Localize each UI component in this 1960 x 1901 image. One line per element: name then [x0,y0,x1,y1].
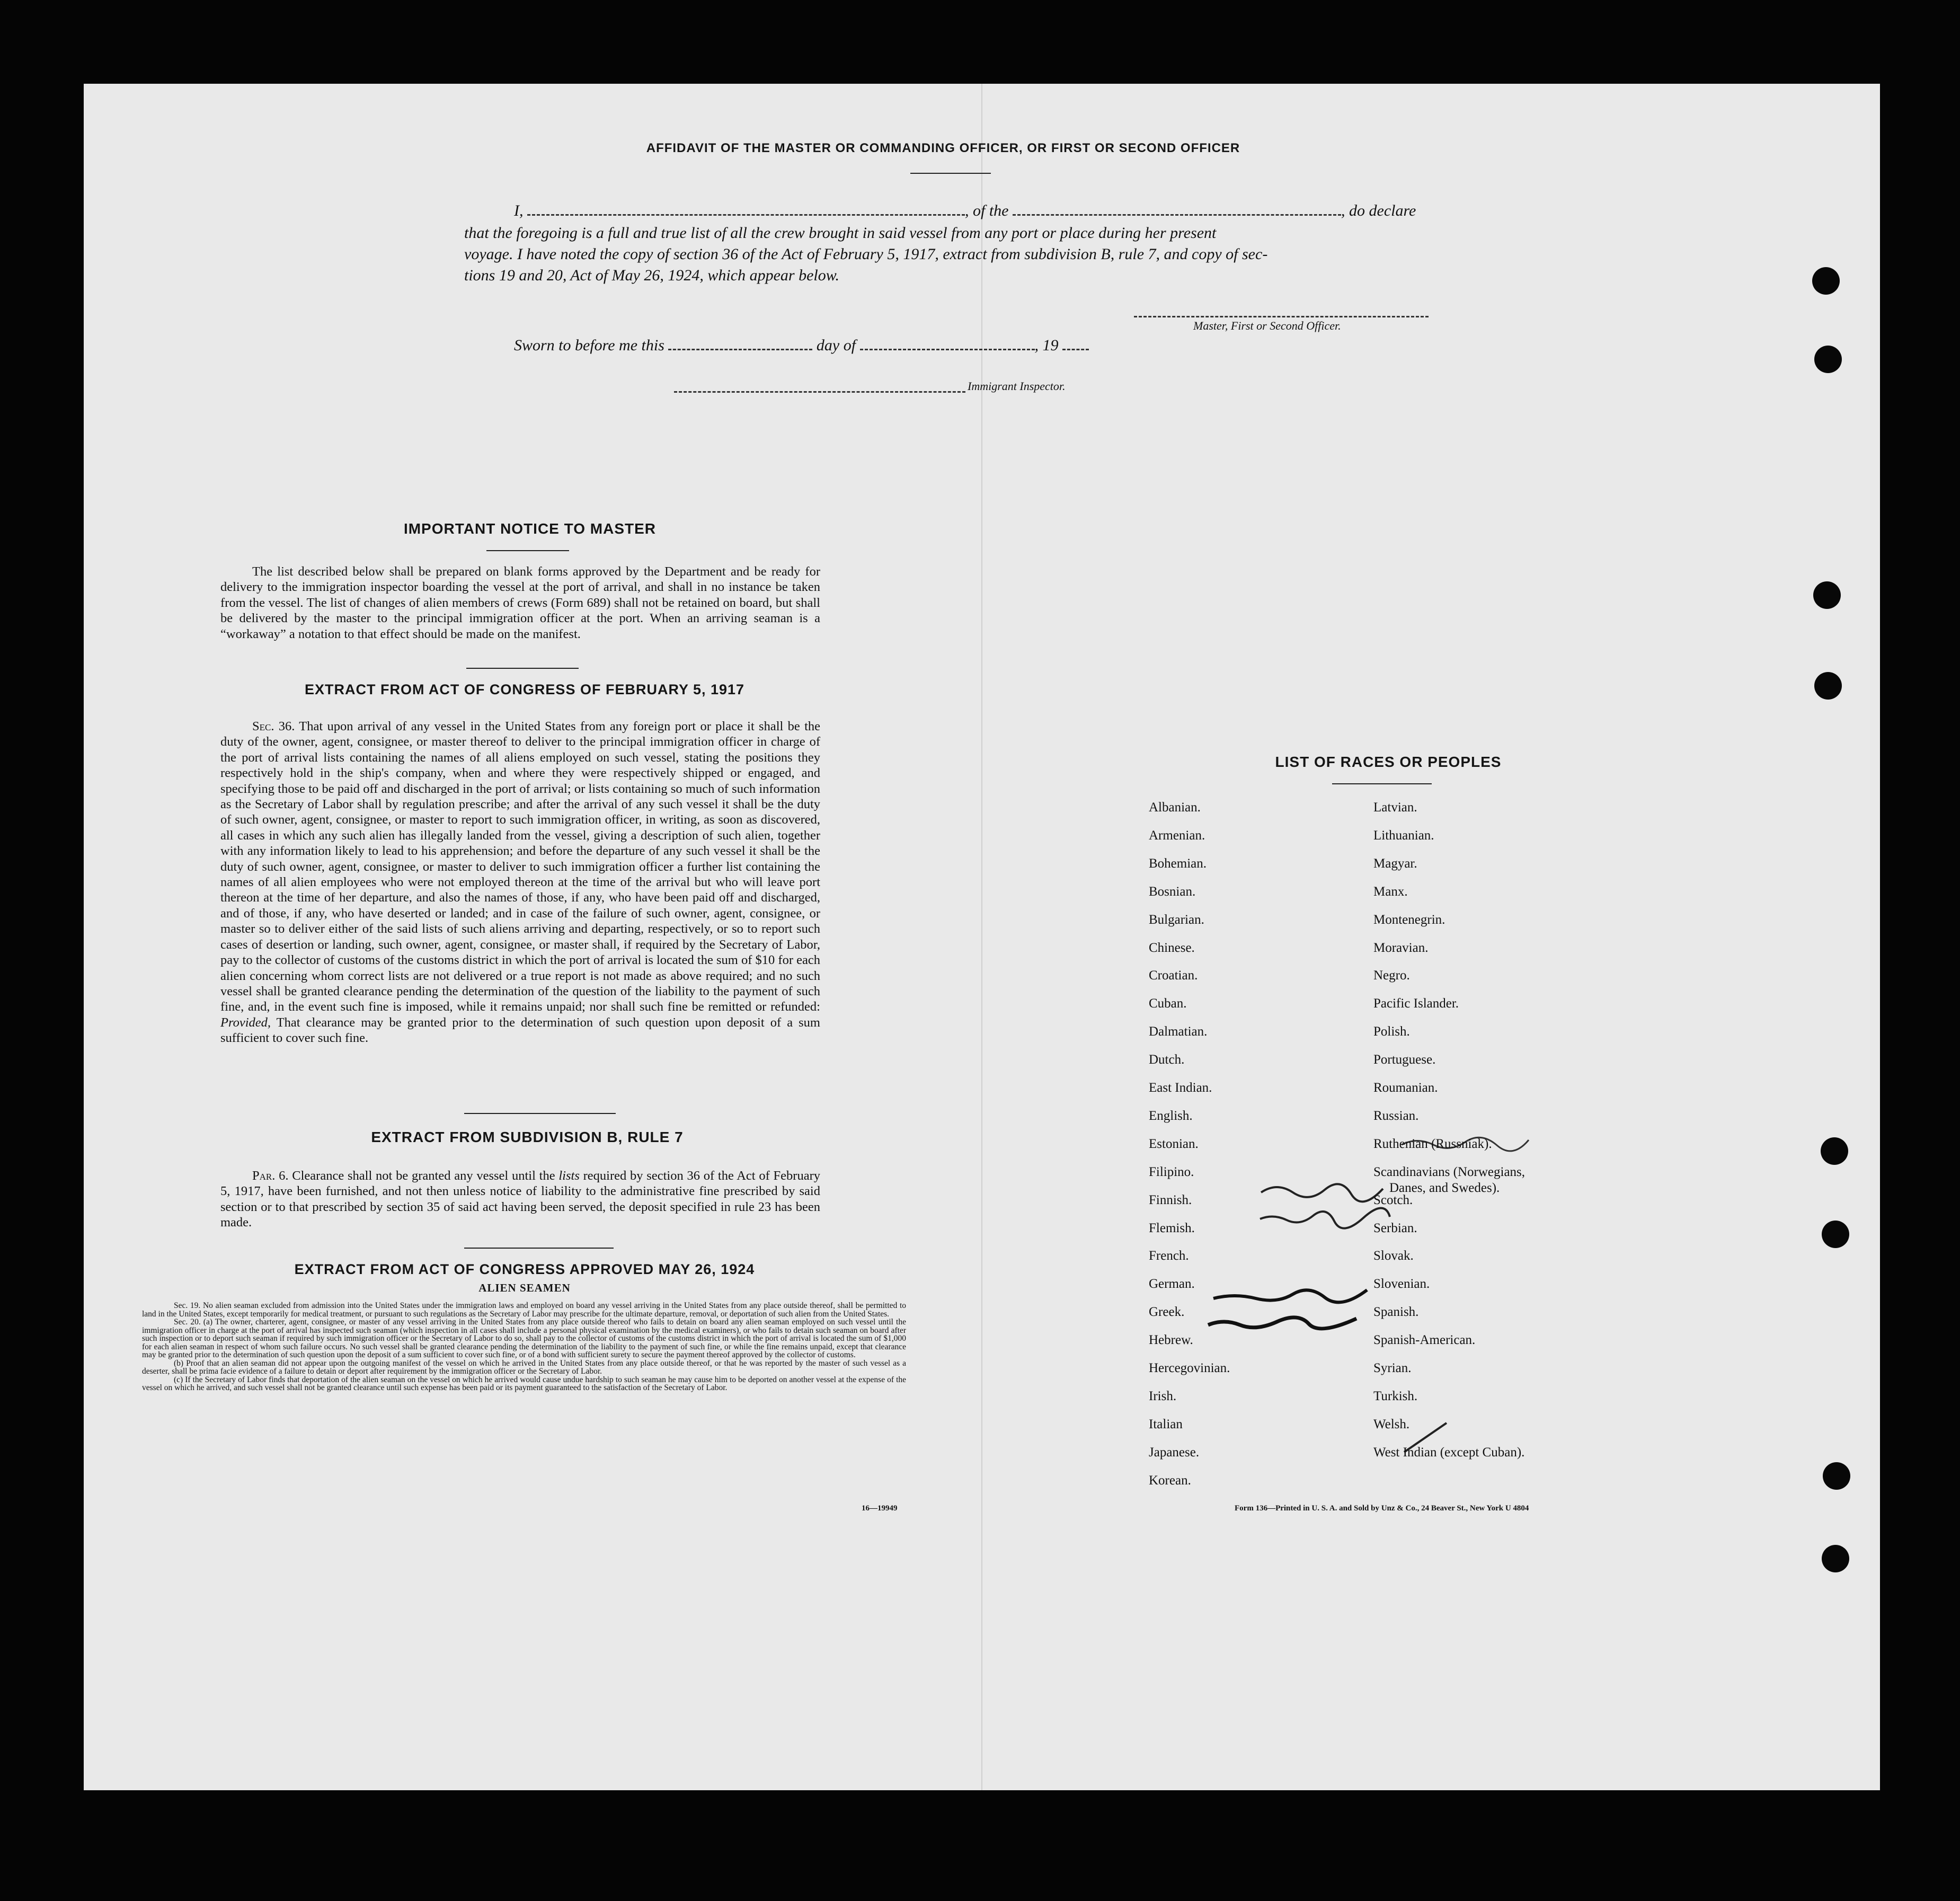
race-item: Danes, and Swedes). [1389,1181,1500,1195]
race-item: Latvian. [1373,800,1417,815]
sworn-day-blank[interactable] [668,337,812,350]
race-item: Chinese. [1149,941,1195,955]
race-item: Ruthenian (Russniak). [1373,1137,1492,1151]
race-item: Italian [1149,1417,1183,1431]
race-item: Magyar. [1373,856,1417,871]
punch-hole [1812,267,1840,295]
race-item: Croatian. [1149,968,1198,983]
affidavit-line-3: voyage. I have noted the copy of section 36 of the Act of February 5, 1917, extract from subdivision B, rule 7, and copy of sec- [464,245,1268,263]
act-1924-sec20b: (b) Proof that an alien seaman did not appear upon the outgoing manifest of the vessel on which he arrived in the United States from any place outside thereof, or that he was reported by the master of such vessel as a deserter, shall be prima facie evidence of a failure to detain or deport after requirement by the immigration officer or the Secretary of Labor. [142,1358,906,1376]
notice-body: The list described below shall be prepared on blank forms approved by the Department and be ready for delivery to the immigration inspector boarding the vessel at the port of arrival, and shall in no instance be taken from the vessel. The list of changes of alien members of crews (Form 689) shall not be retained on board, but shall be delivered by the master to the principal immigration officer at the port. When an arriving seaman is a “workaway” a notation to that effect should be made on the manifest. [220,564,820,641]
inspector-signature-blank[interactable] [674,379,965,393]
act-1917-text: That upon arrival of any vessel in the United States from any foreign port or place it shall be the duty of the owner, agent, consignee, or master thereof to deliver to the principal immigration officer in charge of the port of arrival lists containing the names of all aliens employed on such vessel, stating the positions they respectively hold in the ship's company, when and where they were respectively shipped or engaged, and specifying those to be paid off and discharged in the port of arrival; or lists containing so much of such information as the Secretary of Labor shall by regulation prescribe; and after the arrival of any such vessel it shall be the duty of such owner, agent, consignee, or master to report to such immigration officer, in writing, as soon as discovered, all cases in which any such alien has illegally landed from the vessel, giving a description of such alien, together with any information likely to lead to his apprehension; and before the departure of any such vessel it shall be the duty of such owner, agent, consignee, or master to deliver to such immigration officer a further list containing the names of all alien employees who were not employed thereon at the time of the arrival but who will leave port thereon at the time of her departure, and also the names of those, if any, who have been paid off and discharged, and of those, if any, who have deserted or landed; and in case of the failure of such owner, agent, consignee, or master so to deliver either of the said lists of such aliens arriving and departing, respectively, or so to report such cases of desertion or landing, such owner, agent, consignee, or master shall, if required by the Secretary of Labor, pay to the collector of customs of the customs district in which the port of arrival is located the sum of $10 for each alien concerning whom correct lists are not delivered or a true report is not made as above required; and no such vessel shall be granted clearance pending the determination of the question of the liability to the payment of such fine, and, in the event such fine is imposed, while it remains unpaid; nor shall such fine be remitted or refunded: [220,719,820,1014]
act-1924-subtitle: ALIEN SEAMEN [478,1281,571,1294]
race-item: Slovenian. [1373,1277,1430,1291]
rule7-lists-word: lists [558,1169,580,1183]
race-item: Greek. [1149,1305,1185,1319]
sworn-month-blank[interactable] [860,337,1035,350]
race-item: Bosnian. [1149,885,1196,899]
separator-rule [464,1248,614,1249]
master-label: Master, First or Second Officer. [1193,319,1341,332]
rule7-title: EXTRACT FROM SUBDIVISION B, RULE 7 [371,1129,684,1145]
act-1924-sec19: Sec. 19. No alien seaman excluded from admission into the United States under the immigration laws and employed on board any vessel arriving in the United States from any place outside thereof, shall be permitted to land in the United States, except temporarily for medical treatment, or pursuant to such regulations as the Secretary of Labor may prescribe for the ultimate departure, removal, or deportation of such alien from the United States. [142,1301,906,1319]
name-blank[interactable] [527,202,965,216]
punch-hole [1814,346,1842,373]
affidavit-line-4: tions 19 and 20, Act of May 26, 1924, which appear below. [464,267,840,284]
declare-i: I, [514,202,524,219]
race-item: Turkish. [1373,1389,1418,1403]
race-item: Albanian. [1149,800,1201,815]
inspector-label: Immigrant Inspector. [968,379,1066,393]
race-item: Dutch. [1149,1053,1185,1067]
race-item: French. [1149,1249,1189,1263]
race-item: Cuban. [1149,996,1187,1011]
act-1924-title: EXTRACT FROM ACT OF CONGRESS APPROVED MAY 26, 1924 [294,1261,755,1277]
act-1924-body [142,1302,906,1392]
sworn-line [514,335,1089,356]
separator-rule [464,1113,616,1114]
race-item: Moravian. [1373,941,1429,955]
race-item: Lithuanian. [1373,828,1434,843]
race-item: Hercegovinian. [1149,1361,1230,1375]
act-1917-body [220,719,820,1046]
handwritten-scribble [1203,1283,1383,1341]
race-item: Syrian. [1373,1361,1412,1375]
races-title-rule [1332,783,1432,784]
act-1924-sec20a: Sec. 20. (a) The owner, charterer, agent, consignee, or master of any vessel arriving in the United States from any place outside thereof who fails to detain on board any alien seaman employed on such vessel until the immigration officer in charge at the port of arrival has inspected such seaman (which inspection in all cases shall include a personal physical examination by the medical examiners), or who fails to detain such seaman on board after such inspection or to deport such seaman if required by such immigration officer or the Secretary of Labor to do so, shall pay to the collector of customs of the customs district in which the port of arrival is located the sum of $1,000 for each alien seaman in respect of whom such failure occurs. No such vessel shall be granted clearance pending the determination of the liability to the payment of such fine, or while the fine remains unpaid, except that clearance may be granted prior to the determination of such question upon the deposit of a sum sufficient to cover such fine, or of a bond with sufficient surety to secure the payment thereof approved by the collector of customs. [142,1318,906,1359]
rule7-text-a: Clearance shall not be granted any vessel until the [292,1169,555,1183]
race-item: Armenian. [1149,828,1205,843]
race-item: Bohemian. [1149,856,1207,871]
race-item: German. [1149,1277,1195,1291]
rule7-text-b: required by section 36 of the Act of February 5, 1917, have been furnished, and not then unless notice of liability to the administrative fine prescribed by said section or to that prescribed by section 35 of said act having been served, the deposit specified in rule 23 has been made. [220,1169,820,1230]
race-item: Montenegrin. [1373,913,1445,927]
race-item: Welsh. [1373,1417,1410,1431]
act-1924-sec20c: (c) If the Secretary of Labor finds that deportation of the alien seaman on the vessel on which he arrived would cause undue hardship to such seaman he may cause him to be deported on another vessel at the expense of the vessel on which he arrived, and such vessel shall not be granted clearance until such expense has been paid or its payment guaranteed to the satisfaction of the Secretary of Labor. [142,1375,906,1392]
race-item: Slovak. [1373,1249,1414,1263]
race-item: Finnish. [1149,1193,1192,1207]
race-item: Scotch. [1373,1193,1413,1207]
affidavit-declare-line [514,200,1416,222]
race-item: Hebrew. [1149,1333,1193,1347]
race-item: Filipino. [1149,1165,1194,1179]
race-item: Dalmatian. [1149,1024,1208,1039]
separator-rule [466,668,579,669]
rule7-body [220,1168,820,1231]
race-item: Serbian. [1373,1221,1417,1235]
race-item: Flemish. [1149,1221,1195,1235]
race-item: Japanese. [1149,1445,1200,1460]
affidavit-title-rule [910,173,991,174]
sworn-day-of: day of [816,337,856,354]
races-title: LIST OF RACES OR PEOPLES [1275,754,1502,770]
race-item: Pacific Islander. [1373,996,1459,1011]
declare-of-the: , of the [965,202,1009,219]
race-item: West Indian (except Cuban). [1373,1445,1525,1460]
race-item: Scandinavians (Norwegians, [1373,1165,1526,1179]
notice-title-rule [486,550,569,551]
race-item: Portuguese. [1373,1053,1436,1067]
race-item: Negro. [1373,968,1410,983]
act-1917-title: EXTRACT FROM ACT OF CONGRESS OF FEBRUARY 5, 1917 [304,682,745,697]
rule7-par-label: Par. 6. [252,1169,289,1183]
race-item: Manx. [1373,885,1408,899]
race-item: Roumanian. [1373,1081,1438,1095]
punch-hole [1821,1137,1848,1165]
race-item: Russian. [1373,1109,1419,1123]
act-1917-text-end: That clearance may be granted prior to the determination of such question upon deposit of a sum sufficient to cover such fine. [220,1015,820,1046]
vessel-blank[interactable] [1013,202,1341,216]
sworn-year: , 19 [1034,337,1059,354]
race-item: Spanish-American. [1373,1333,1476,1347]
master-signature-blank[interactable] [1134,304,1429,317]
punch-hole [1813,581,1841,609]
race-item: Estonian. [1149,1137,1199,1151]
race-item: Bulgarian. [1149,913,1204,927]
act-1917-provided: Provided, [220,1015,271,1030]
notice-title: IMPORTANT NOTICE TO MASTER [403,520,657,537]
affidavit-title: AFFIDAVIT OF THE MASTER OR COMMANDING OFFICER, OR FIRST OR SECOND OFFICER [646,141,1240,155]
race-item: English. [1149,1109,1193,1123]
race-item: Irish. [1149,1389,1177,1403]
race-item: Polish. [1373,1024,1410,1039]
race-item: Spanish. [1373,1305,1419,1319]
punch-hole [1814,672,1842,700]
race-item: East Indian. [1149,1081,1212,1095]
race-item: Korean. [1149,1473,1191,1488]
punch-hole [1822,1545,1849,1572]
act-1917-sec-label: Sec. 36. [252,719,295,733]
sworn-year-blank[interactable] [1062,337,1089,350]
punch-hole [1823,1462,1850,1490]
sworn-prefix: Sworn to before me this [514,337,664,354]
affidavit-line-2: that the foregoing is a full and true list of all the crew brought in said vessel from any port or place during her present [464,224,1217,242]
punch-hole [1822,1221,1849,1248]
form-number: 16—19949 [862,1504,898,1513]
printer-imprint: Form 136—Printed in U. S. A. and Sold by Unz & Co., 24 Beaver St., New York U 4804 [1235,1504,1529,1513]
declare-end: , do declare [1341,202,1416,219]
